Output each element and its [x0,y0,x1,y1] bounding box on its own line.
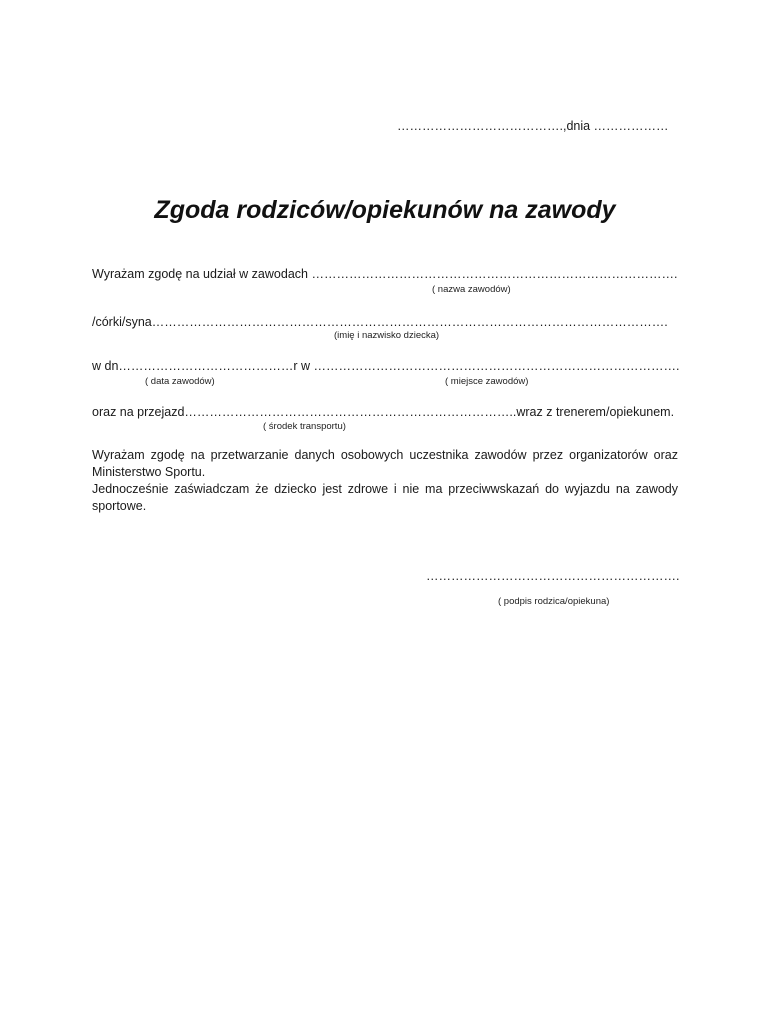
event-name-caption: ( nazwa zawodów) [432,284,511,295]
child-name-line: /córki/syna……………………………………………………………………………………………………………. [92,315,668,329]
document-title: Zgoda rodziców/opiekunów na zawody [154,196,616,224]
event-consent-line: Wyrażam zgodę na udział w zawodach ……………………………………………………………………………. [92,267,678,281]
event-date-caption: ( data zawodów) [145,376,215,387]
signature-line: ……………………………………………………. [426,569,680,583]
event-place-caption: ( miejsce zawodów) [445,376,529,387]
place-date-line: ………………………………….,dnia ……………… [397,119,669,133]
child-name-caption: (imię i nazwisko dziecka) [334,330,440,341]
health-declaration: Jednocześnie zaświadczam że dziecko jest zdrowe i nie ma przeciwwskazań do wyjazdu na zawody sportowe. [92,482,678,513]
date-place-line: w dn……………………………………r w ……………………………………………………………………………. [92,359,680,373]
data-processing-consent: Wyrażam zgodę na przetwarzanie danych osobowych uczestnika zawodów przez organizatorów oraz Ministerstwo Sportu. [92,448,678,479]
transport-caption: ( środek transportu) [263,421,346,432]
transport-line: oraz na przejazd……………………………………………………………………..wraz z trenerem/opiekunem. [92,405,675,419]
signature-caption: ( podpis rodzica/opiekuna) [498,596,610,607]
